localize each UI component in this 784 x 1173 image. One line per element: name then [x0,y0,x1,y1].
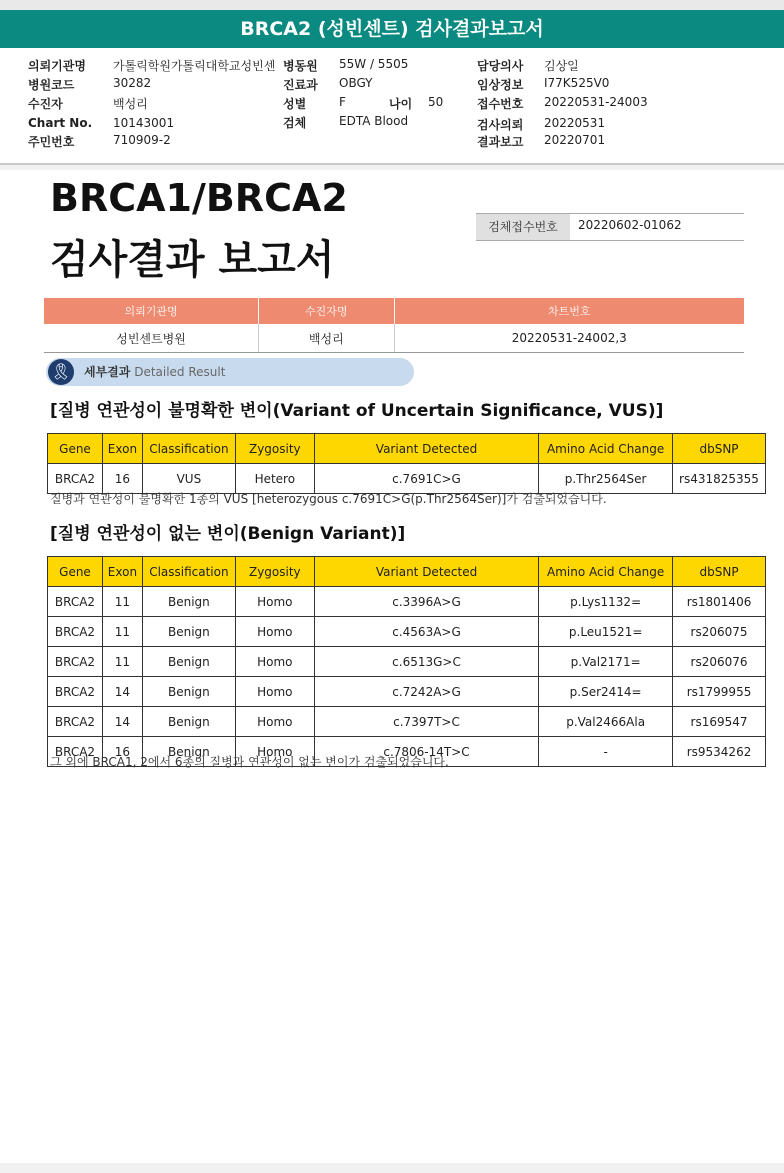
specimen-label: 검체 [283,116,307,130]
patient-value: 백성리 [113,97,148,111]
info-header-hospital: 의뢰기관명 [44,298,259,324]
col-zygosity: Zygosity [235,434,314,464]
cell-dbsnp: rs9534262 [673,737,766,767]
receipt-label: 접수번호 [477,97,524,111]
vus-table-header [48,434,766,464]
cell-amino-acid: p.Ser2414= [539,677,673,707]
report-title-bar: BRCA2 (성빈센트) 검사결과보고서 [0,10,784,48]
col-amino-acid: Amino Acid Change [539,557,673,587]
info-value-chart: 20220531-24002,3 [394,324,744,353]
col-classification: Classification [142,434,235,464]
cell-exon: 16 [102,737,142,767]
cell-dbsnp: rs169547 [673,707,766,737]
request-label: 검사의뢰 [477,118,524,132]
benign-note: 그 외에 BRCA1, 2에서 6종의 질병과 연관성이 없는 변이가 검출되었습니다. [50,755,449,769]
cell-dbsnp: rs206075 [673,617,766,647]
cell-dbsnp: rs1801406 [673,587,766,617]
clinical-label: 임상정보 [477,78,524,92]
col-zygosity: Zygosity [235,557,314,587]
cell-classification: VUS [142,464,235,494]
detailed-result-banner [46,358,414,386]
col-amino-acid: Amino Acid Change [539,434,673,464]
cell-zygosity: Homo [235,737,314,767]
receipt-value: 20220531-24003 [544,95,648,109]
chart-value: 10143001 [113,116,175,130]
info-value-patient: 백성리 [259,324,395,353]
cell-zygosity: Homo [235,647,314,677]
cell-gene: BRCA2 [48,647,103,677]
col-gene: Gene [48,557,103,587]
rrn-value: 710909-2 [113,133,171,147]
patient-info-table [44,298,744,353]
cell-zygosity: Homo [235,587,314,617]
cell-gene: BRCA2 [48,617,103,647]
cell-amino-acid: p.Val2466Ala [539,707,673,737]
ward-label: 병동원 [283,59,318,73]
table-row [48,707,766,737]
cell-gene: BRCA2 [48,464,103,494]
cell-dbsnp: rs431825355 [673,464,766,494]
doctor-label: 담당의사 [477,59,524,73]
cell-classification: Benign [142,647,235,677]
dept-value: OBGY [339,76,373,90]
report-title-line1: BRCA1/BRCA2 [50,176,348,220]
col-classification: Classification [142,557,235,587]
age-value: 50 [428,95,444,109]
cell-amino-acid: p.Val2171= [539,647,673,677]
vus-table [47,433,766,494]
request-value: 20220531 [544,116,606,130]
cell-zygosity: Homo [235,707,314,737]
hospital-label: 의뢰기관명 [28,59,86,73]
cell-exon: 14 [102,677,142,707]
col-exon: Exon [102,434,142,464]
detail-label-en: Detailed Result [134,365,226,379]
sex-label: 성별 [283,97,307,111]
col-dbsnp: dbSNP [673,434,766,464]
col-variant: Variant Detected [314,557,538,587]
cell-dbsnp: rs206076 [673,647,766,677]
cell-dbsnp: rs1799955 [673,677,766,707]
cell-amino-acid: p.Lys1132= [539,587,673,617]
col-exon: Exon [102,557,142,587]
table-row [48,464,766,494]
doctor-value: 김상일 [544,59,579,73]
cell-classification: Benign [142,707,235,737]
cell-classification: Benign [142,737,235,767]
chart-label: Chart No. [28,116,93,130]
ribbon-icon: 🎗 [48,359,74,385]
clinical-value: I77K525V0 [544,76,610,90]
cell-zygosity: Homo [235,617,314,647]
table-row [48,647,766,677]
report-value: 20220701 [544,133,606,147]
hospital-value: 가톨릭학원가톨릭대학교성빈센 [113,59,276,73]
detail-label-ko: 세부결과 [84,365,131,379]
dept-label: 진료과 [283,78,318,92]
cell-gene: BRCA2 [48,707,103,737]
cell-zygosity: Homo [235,677,314,707]
cell-zygosity: Hetero [235,464,314,494]
cell-variant: c.3396A>G [314,587,538,617]
col-gene: Gene [48,434,103,464]
cell-amino-acid: p.Thr2564Ser [539,464,673,494]
report-title-line2: 검사결과 보고서 [50,237,335,283]
cell-amino-acid: p.Leu1521= [539,617,673,647]
info-header-chart: 차트번호 [394,298,744,324]
benign-table-header [48,557,766,587]
col-variant: Variant Detected [314,434,538,464]
cell-variant: c.7691C>G [314,464,538,494]
col-dbsnp: dbSNP [673,557,766,587]
cell-exon: 11 [102,617,142,647]
info-value-hospital: 성빈센트병원 [44,324,259,353]
cell-variant: c.7242A>G [314,677,538,707]
table-row [48,677,766,707]
report-label: 결과보고 [477,135,524,149]
rrn-label: 주민번호 [28,135,75,149]
benign-heading: [질병 연관성이 없는 변이(Benign Variant)] [50,524,406,544]
registration-label: 검체접수번호 [476,214,570,240]
cell-variant: c.4563A>G [314,617,538,647]
patient-label: 수진자 [28,97,63,111]
cell-exon: 14 [102,707,142,737]
report-sheet [0,170,784,1163]
sex-value: F [339,95,346,109]
cell-gene: BRCA2 [48,737,103,767]
cell-classification: Benign [142,677,235,707]
table-row [48,587,766,617]
cell-variant: c.7397T>C [314,707,538,737]
specimen-registration [476,213,744,241]
age-label: 나이 [389,97,413,111]
specimen-value: EDTA Blood [339,114,409,128]
code-label: 병원코드 [28,78,75,92]
benign-table [47,556,766,767]
vus-heading: [질병 연관성이 불명확한 변이(Variant of Uncertain Significance, VUS)] [50,401,664,421]
cell-gene: BRCA2 [48,587,103,617]
patient-header [0,48,784,165]
ward-value: 55W / 5505 [339,57,409,71]
cell-variant: c.7806-14T>C [314,737,538,767]
cell-variant: c.6513G>C [314,647,538,677]
cell-classification: Benign [142,617,235,647]
info-header-patient: 수진자명 [259,298,395,324]
registration-value: 20220602-01062 [578,218,682,232]
cell-exon: 11 [102,647,142,677]
cell-gene: BRCA2 [48,677,103,707]
cell-amino-acid: - [539,737,673,767]
vus-note: 질병과 연관성이 불명확한 1종의 VUS [heterozygous c.7691C>G(p.Thr2564Ser)]가 검출되었습니다. [50,492,607,506]
table-row [48,617,766,647]
top-strip [0,0,784,10]
cell-classification: Benign [142,587,235,617]
code-value: 30282 [113,76,152,90]
cell-exon: 11 [102,587,142,617]
cell-exon: 16 [102,464,142,494]
